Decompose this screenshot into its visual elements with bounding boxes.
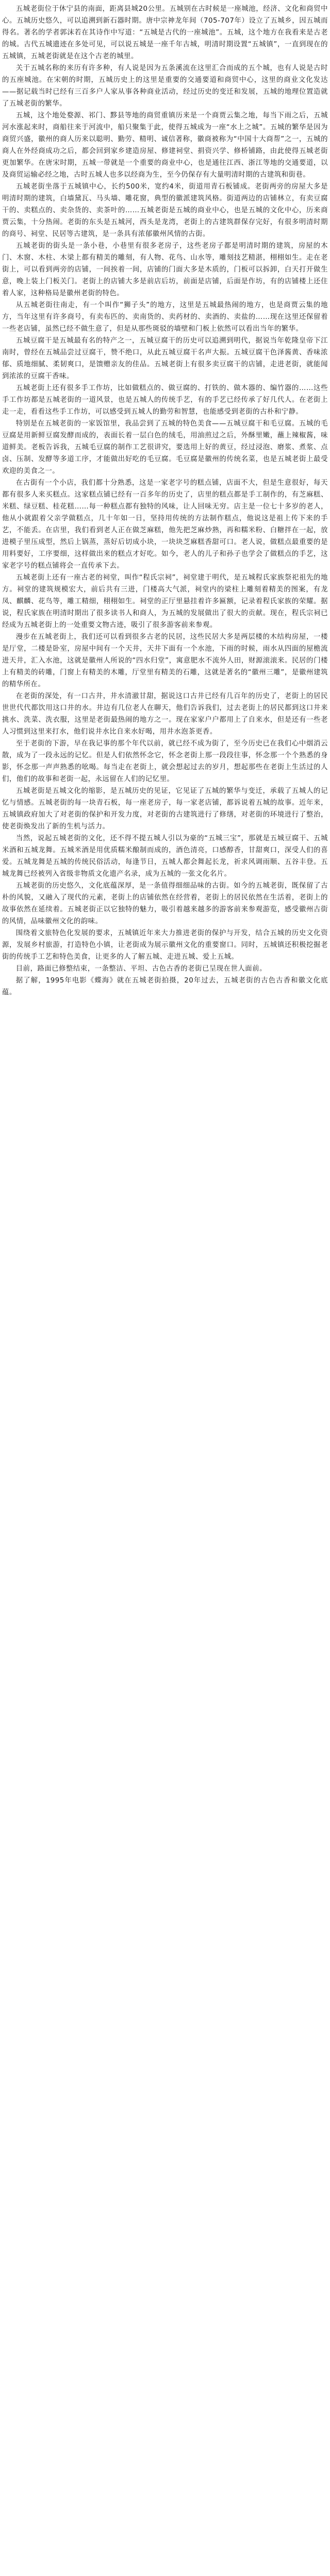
article-paragraph-8: 五城老街上还有很多手工作坊，比如做糕点的、做豆腐的、打铁的、做木器的、编竹器的……这些手工作坊都是五城老街的一道风景，也是五城人的传统手艺，有的手艺已经传承了好几代人。在老街上走一走，看看这些手工作坊，可以感受到五城人的勤劳和智慧，也能感受到老街的古朴和宁静。 [2, 384, 328, 416]
article-paragraph-11: 五城老街上还有一座古老的祠堂，叫作“程氏宗祠”，祠堂建于明代，是五城程氏家族祭祀祖先的地方。祠堂的建筑规模宏大，前后共有三进，门楼高大气派，祠堂内的梁柱上雕刻着精美的图案，有龙凤、麒麟、花鸟等，雕工精细，栩栩如生。祠堂的正厅里悬挂着许多匾额，记录着程氏家族的荣耀。据说，程氏家族在明清时期出了很多读书人和商人，为五城的发展做出了很大的贡献。现在，程氏宗祠已经成为五城老街上的一处重要文物古迹，吸引了很多游客前来参观。 [2, 574, 328, 629]
article-paragraph-17: 五城老街的历史悠久，文化底蕴深厚，是一条值得细细品味的古街。如今的五城老街，既保留了古朴的风貌，又融入了现代的元素，老街上的店铺依然在经营着，老街上的居民依然在生活着，老街上的故事依然在延续着。五城老街正以它独特的魅力，吸引着越来越多的游客前来参观游览，感受徽州古街的风情，品味徽州文化的韵味。 [2, 882, 328, 925]
article [0, 0, 330, 998]
article-paragraph-6: 从五城老街往南走，有一个叫作“狮子头”的地方，这里是五城最热闹的地方，也是商贾云集的地方，当年这里有许多商号，有卖布匹的、卖南货的、卖药材的、卖酒的、卖盐的……现在这里还保留着一些老店铺，虽然已经不做生意了，但是从那些斑驳的墙壁和门板上依然可以看出当年的繁华。 [2, 301, 328, 333]
article-paragraph-2: 关于五城名称的来历有许多种，有人说是因为五条溪流在这里汇合而成的五个城，也有人说是古时的五座城池。在宋朝的时期，五城历史上的这里是重要的交通要道和商贸中心，这里的商业文化发达——据记载当时已经有三百多户人家从事各种商业活动，经过历史的变迁和发展，五城的地理位置造就了五城老街的繁华。 [2, 64, 328, 108]
article-paragraph-4: 五城老街坐落于五城镇中心，长约500米，宽约4米，街道用青石板铺成。老街两旁的房屋大多是明清时期的建筑，白墙黛瓦、马头墙、雕花窗，典型的徽派建筑风格。街道两边的店铺林立，有卖豆腐干的、卖糕点的、卖杂货的、卖茶叶的……五城老街是五城的商业中心，也是五城的文化中心，历来商贾云集，十分热闹。老街的东头是五城河，西头是龙湾，老街上的古建筑群保存完好，有很多明清时期的商号、祠堂、民居等古建筑，是一条具有浓郁徽州风情的古街。 [2, 183, 328, 238]
article-paragraph-18: 围绕着文旅特色化发展的要求，五城镇近年来大力推进老街的保护与开发，结合五城的历史文化资源，发展乡村旅游，打造特色小镇，让老街成为展示徽州文化的重要窗口。同时，五城镇还积极挖掘老街的传统手工艺和特色美食，让更多的人了解五城、走进五城、爱上五城。 [2, 929, 328, 961]
article-paragraph-12: 漫步在五城老街上，我们还可以看到很多古老的民居，这些民居大多是两层楼的木结构房屋，一楼是厅堂，二楼是卧室，房屋中间有一个天井，天井下面有一个水池，下雨的时候，雨水从四面的屋檐流进天井，汇入水池，这就是徽州人所说的“四水归堂”，寓意肥水不流外人田，财源滚滚来。民居的门楼上有精美的砖雕，门窗上有精美的木雕，厅堂里有精美的石雕，这就是著名的“徽州三雕”，是徽州建筑的精华所在。 [2, 633, 328, 688]
article-paragraph-14: 至于老街的下游，早在我记事的那个年代以前，就已经不成为街了，至今历史已在我们心中烟消云散，成为了一段永远的记忆。但是人们依然怀念它，怀念老街上那一段段往事，怀念那一个个熟悉的身影，怀念那一声声熟悉的吆喝。每当走在老街上，就会想起过去的岁月，想起那些在老街上生活过的人们，他们的故事和老街一起，永远留在人们的记忆里。 [2, 740, 328, 783]
article-paragraph-15: 五城老街是五城文化的缩影，是五城历史的见证，它见证了五城的繁华与变迁，承载了五城人的记忆与情感。五城老街的每一块青石板，每一座老房子，每一家老店铺，都诉说着五城的故事。近年来，五城镇政府加大了对老街的保护和开发力度，对老街的古建筑进行了修缮，对老街的环境进行了整治，使老街焕发出了新的生机与活力。 [2, 787, 328, 831]
article-paragraph-1: 五城老街位于休宁县的南面，距离县城20公里。五城别在古时候是一座城池，经济、文化和商贸中心。五城历史悠久，可以追溯到新石器时期。唐中宗神龙年间（705-707年）设立了五城乡，因五城而得名。著名的学者郭沫若在其诗作中写道：“五城是古代的一座城池”。五城，这个地方在我看来是古老的城。古代五城遗迹在多处可见，可以说五城是一座千年古城，明清时期设置“五城镇”，一直到现在的五城镇，五城老街就是在这个古老的城里。 [2, 5, 328, 60]
article-paragraph-7: 五城豆腐干是五城最有名的特产之一，五城豆腐干的历史可以追溯到明代，据说当年乾隆皇帝下江南时，曾经在五城品尝过豆腐干，赞不绝口，从此五城豆腐干名声大振。五城豆腐干色泽酱黄、香味浓郁、质地细腻、柔韧爽口，是馈赠亲友的佳品。五城老街上有很多卖豆腐干的店铺，走进老街，就能闻到浓浓的豆腐干香味。 [2, 337, 328, 380]
article-paragraph-16: 当然，说起五城老街的文化，还不得不提五城人引以为豪的“五城三宝”，那就是五城豆腐干、五城米酒和五城龙舞。五城米酒是用优质糯米酿制而成的，酒色清亮，口感醇香，甘甜爽口，深受人们的喜爱。五城龙舞是五城的传统民俗活动，每逢节日，五城人都会舞起长龙，祈求风调雨顺、五谷丰登。五城龙舞已经被列入省级非物质文化遗产名录，成为五城的一张文化名片。 [2, 835, 328, 878]
article-paragraph-20: 据了解，1995年电影《蝶海》就在五城老街拍摄，20年过去，五城老街的古色古香和徽文化底蕴。 [2, 977, 328, 996]
article-paragraph-9: 特别是在五城老街的一家饭馆里，我品尝到了五城的特色美食——五城豆腐干和毛豆腐。五城的毛豆腐是用新鲜豆腐发酵而成的，表面长着一层白色的绒毛，用油煎过之后，外酥里嫩，蘸上辣椒酱，味道鲜美。老板告诉我，五城毛豆腐的制作工艺很讲究，要选用上好的黄豆，经过浸泡、磨浆、煮浆、点卤、压制、发酵等多道工序，才能做出好吃的毛豆腐。毛豆腐是徽州的传统名菜，也是五城老街上最受欢迎的美食之一。 [2, 420, 328, 475]
article-paragraph-10: 在古街有一个小店，我们都十分熟悉，这是一家老字号的糕点铺，店面不大，但是生意很好，每天都有很多人来买糕点。这家糕点铺已经有一百多年的历史了，店里的糕点都是手工制作的，有芝麻糕、米糕、绿豆糕、桂花糕……每一种糕点都有独特的风味，让人回味无穷。店主是一位七十多岁的老人，他从小就跟着父亲学做糕点，几十年如一日，坚持用传统的方法制作糕点，他说这是祖上传下来的手艺，不能丢。在店里，我们看到老人正在做芝麻糕，他先把芝麻炒熟，再和糯米粉、白糖拌在一起，放进模子里压成型，然后上锅蒸，蒸好后切成小块，一块块芝麻糕香甜可口。老人说，做糕点最重要的是用料要好，工序要细，这样做出来的糕点才好吃。如今，老人的儿子和孙子也学会了做糕点的手艺，这家老字号的糕点铺将会一直传承下去。 [2, 479, 328, 570]
article-paragraph-13: 在老街的深处，有一口古井，井水清澈甘甜，据说这口古井已经有几百年的历史了，老街上的居民世世代代都饮用这口井的水。井边有几位老人在聊天，他们告诉我们，过去老街上的居民都到这口井来挑水、洗菜、洗衣服，这里是老街最热闹的地方之一。现在家家户户都用上了自来水，但是还有一些老人习惯到这里来打水，他们说井水比自来水好喝，用井水泡茶更香。 [2, 692, 328, 736]
article-paragraph-19: 目前，路面已修整结束，一条整洁、平坦、古色古香的老街已呈现在世人面前。 [15, 965, 267, 973]
article-paragraph-3: 五城，这个地处婺源、祁门、黟县等地的商贸重镇历来是一个商贾云集之地，每当下雨之后，五城河水涨起来时，商船往来于河流中，船只聚集于此，使得五城成为一座“水上之城”。五城的繁华是因为商贸兴盛，徽州的商人历来以聪明、勤劳、精明、诚信著称，徽商被称为“中国十大商帮”之一，五城的商人在外经商成功之后，都会回到家乡建造房屋、修建祠堂、捐资兴学、修桥铺路，由此使得五城老街更加繁华。在唐宋时期，五城一带就是一个重要的商业中心，也是通往江西、浙江等地的交通要道，以及商贸运输必经之地，古时五城人也多以经商为生，至今仍保存有大量明清时期的古建筑和街巷。 [2, 112, 328, 179]
article-paragraph-5: 五城老街的街头是一条小巷，小巷里有很多老房子，这些老房子都是明清时期的建筑，房屋的木门、木窗、木柱、木梁上都有精美的雕刻，有人物、花鸟、山水等，雕刻技艺精湛，栩栩如生。走在老街上，可以看到两旁的店铺，一间挨着一间，店铺的门面大多是木质的，门板可以拆卸，白天打开做生意，晚上装上门板关门。老街上的店铺大多是前店后坊，前面是店铺，后面是作坊，有的店铺楼上还住着人家，这种格局是徽州老街的特色。 [2, 242, 328, 297]
